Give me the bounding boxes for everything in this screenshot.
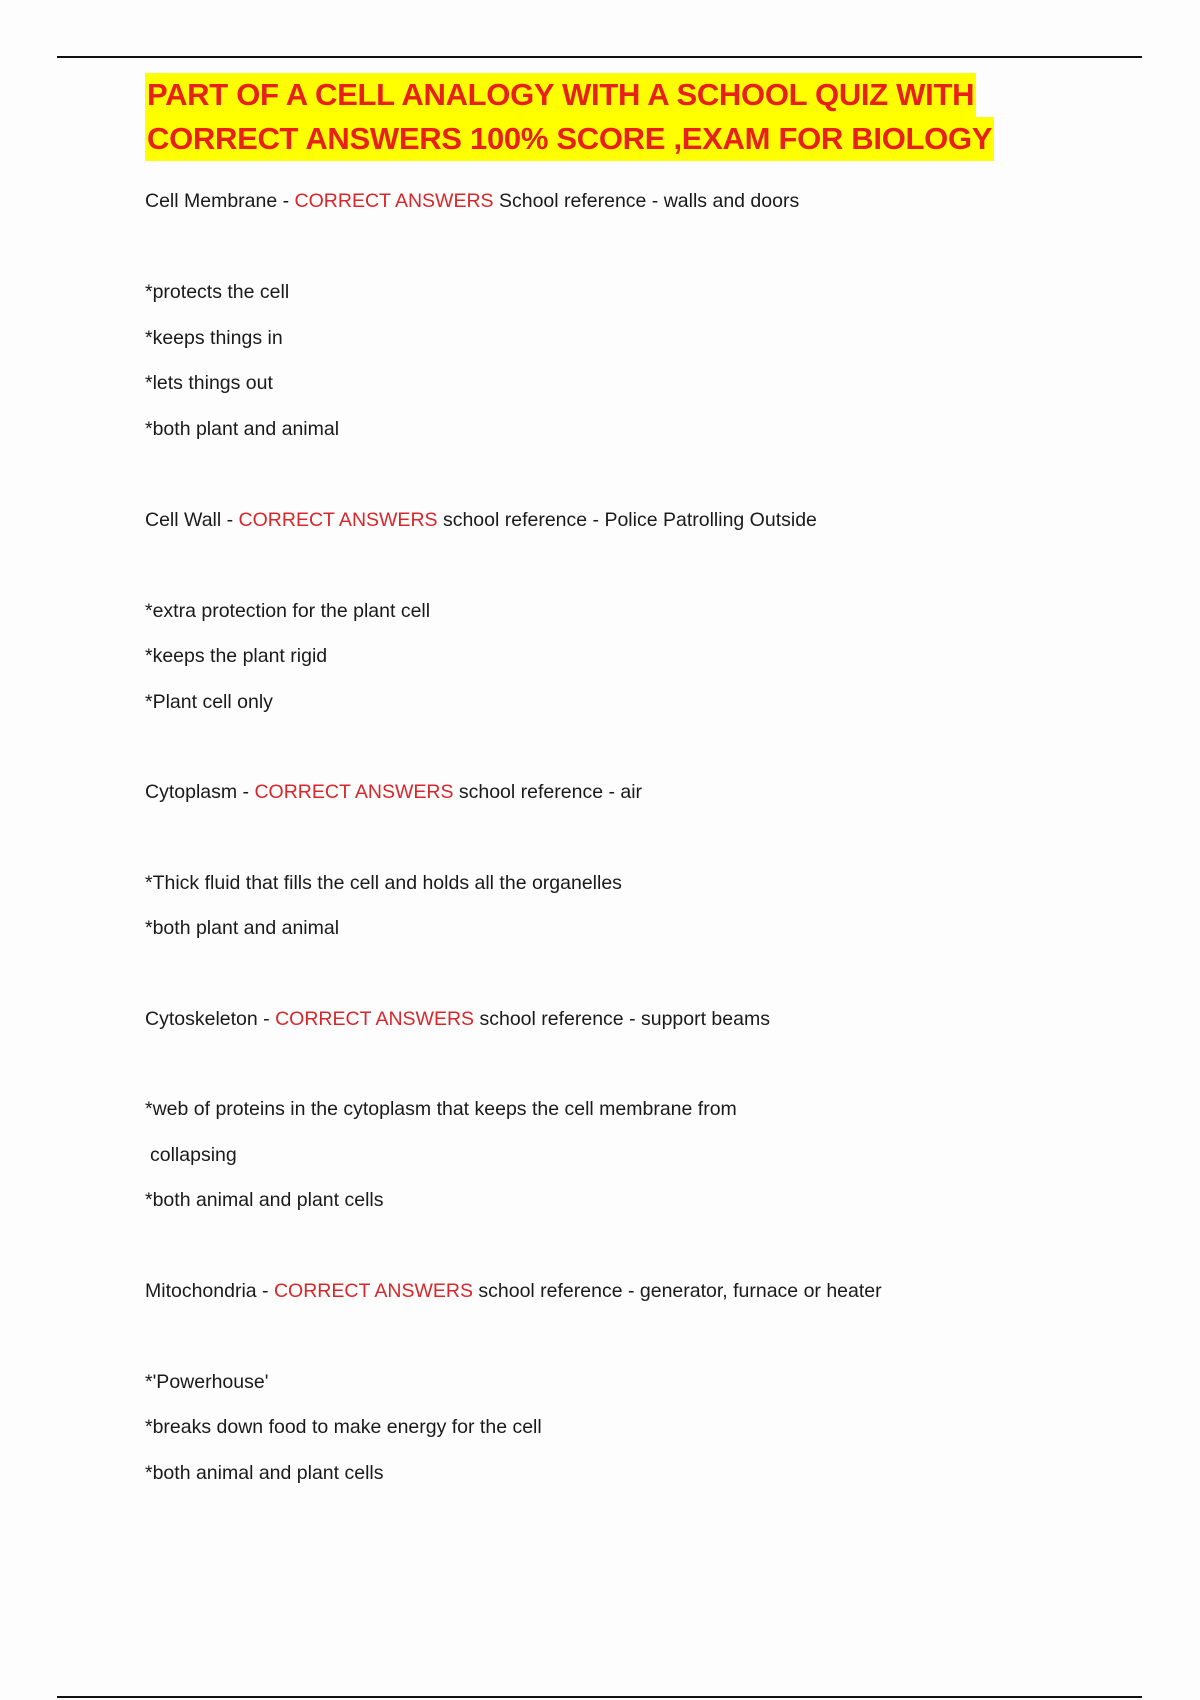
bullet-item: *keeps things in <box>145 327 283 349</box>
bullet-item: *extra protection for the plant cell <box>145 600 431 622</box>
entry-heading-cytoplasm <box>145 780 642 804</box>
bullet-item: *both plant and animal <box>145 418 340 440</box>
school-reference: school reference - Police Patrolling Outside <box>437 509 817 531</box>
school-reference: school reference - air <box>453 781 643 803</box>
correct-answers-label: CORRECT ANSWERS <box>273 1280 473 1302</box>
term: Cell Membrane - <box>145 190 295 212</box>
school-reference: School reference - walls and doors <box>493 190 800 212</box>
correct-answers-label: CORRECT ANSWERS <box>238 509 438 531</box>
entry-heading-mitochondria <box>145 1279 882 1303</box>
top-rule <box>57 56 1142 58</box>
bullet-item: *lets things out <box>145 372 273 394</box>
term: Cytoplasm - <box>145 781 255 803</box>
title-line-2: CORRECT ANSWERS 100% SCORE ,EXAM FOR BIOLOGY <box>145 117 994 161</box>
bullet-item: *web of proteins in the cytoplasm that keeps the cell membrane from <box>145 1098 737 1120</box>
bullet-item: *both animal and plant cells <box>145 1462 384 1484</box>
bullet-continuation: collapsing <box>150 1144 237 1166</box>
entry-heading-cell-wall <box>145 508 817 532</box>
school-reference: school reference - generator, furnace or heater <box>472 1280 882 1302</box>
bullet-item: *both animal and plant cells <box>145 1189 384 1211</box>
bullet-item: *both plant and animal <box>145 917 340 939</box>
term: Mitochondria - <box>145 1280 274 1302</box>
correct-answers-label: CORRECT ANSWERS <box>275 1008 475 1030</box>
title-line-1: PART OF A CELL ANALOGY WITH A SCHOOL QUIZ WITH <box>145 73 976 117</box>
entry-heading-cytoskeleton <box>145 1007 770 1031</box>
school-reference: school reference - support beams <box>474 1008 770 1030</box>
bottom-rule <box>57 1696 1142 1698</box>
bullet-item: *Plant cell only <box>145 691 273 713</box>
bullet-item: *keeps the plant rigid <box>145 645 328 667</box>
term: Cell Wall - <box>145 509 239 531</box>
entry-heading-cell-membrane <box>145 189 799 213</box>
correct-answers-label: CORRECT ANSWERS <box>254 781 454 803</box>
bullet-item: *protects the cell <box>145 281 290 303</box>
term: Cytoskeleton - <box>145 1008 276 1030</box>
page-title <box>145 73 993 161</box>
correct-answers-label: CORRECT ANSWERS <box>294 190 494 212</box>
bullet-item: *'Powerhouse' <box>145 1371 269 1393</box>
bullet-item: *breaks down food to make energy for the cell <box>145 1416 542 1438</box>
bullet-item: *Thick fluid that fills the cell and holds all the organelles <box>145 872 622 894</box>
